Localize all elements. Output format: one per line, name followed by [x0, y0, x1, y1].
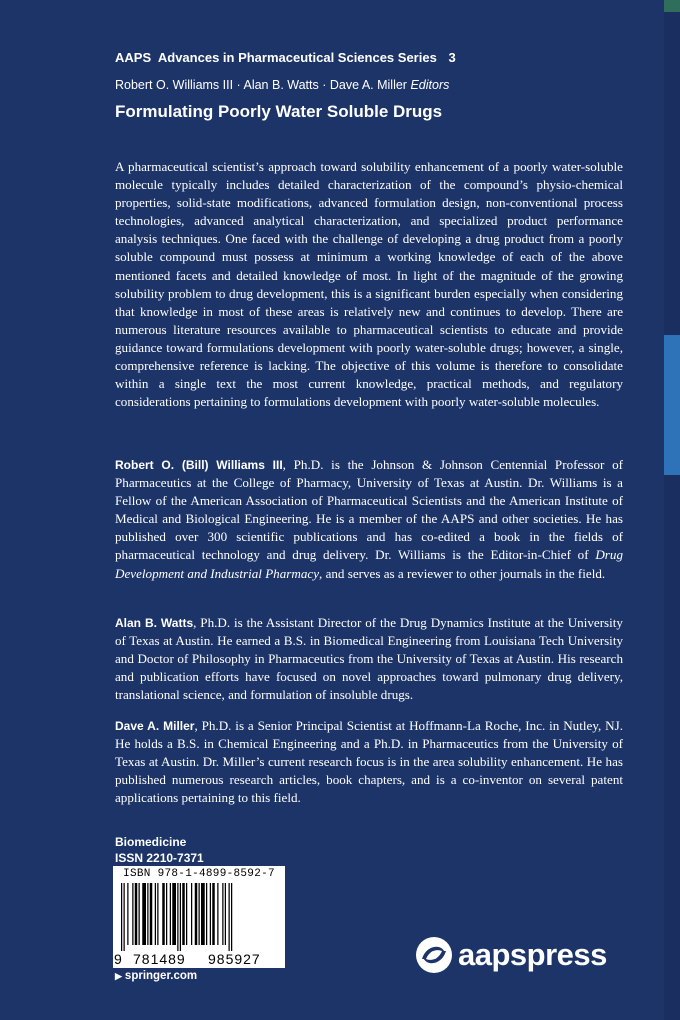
bio-williams-name: Robert O. (Bill) Williams III: [115, 458, 283, 472]
barcode-bar: [199, 883, 200, 945]
barcode-bar: [229, 883, 230, 951]
editors-line: [115, 78, 449, 92]
barcode-bar: [170, 883, 171, 945]
aaps-swirl-icon: [414, 935, 454, 975]
barcode-bar: [142, 883, 146, 945]
series-prefix: AAPS: [115, 50, 152, 65]
bio-williams: [115, 456, 623, 583]
barcode-bar: [210, 883, 211, 945]
series-line: [115, 50, 456, 65]
barcode-bar: [217, 883, 218, 945]
barcode-bar: [177, 883, 178, 951]
logo-wordmark: aapspress: [458, 937, 607, 972]
cover-header: [115, 50, 456, 121]
barcode-bar: [166, 883, 167, 945]
barcode-bar: [191, 883, 192, 945]
bio-williams-journal: Drug Development and Industrial Pharmacy: [115, 547, 623, 581]
subject-label: Biomedicine: [115, 835, 187, 849]
barcode-bar: [212, 883, 215, 945]
book-title: Formulating Poorly Water Soluble Drugs: [115, 102, 443, 121]
bio-williams-text-a: , Ph.D. is the Johnson & Johnson Centennial Professor of Pharmaceutics at the College of Pharmacy, University of Texas at Austin. Dr. Williams is a Fellow of the American Association of Pharmaceutical Scientists and the American Institute of Medical and Biological Engineering. He is a member of the AAPS and other societies. He has published over 300 scientific publications and has co-edited a book in the fields of pharmaceutical technology and drug delivery. Dr. Williams is the Editor-in-Chief of: [115, 457, 624, 563]
barcode-bar: [172, 883, 176, 945]
barcode-bar: [150, 883, 153, 945]
isbn-barcode: [113, 866, 285, 968]
barcode-digits-left: 781489: [133, 951, 186, 967]
issn-label: ISSN 2210-7371: [115, 851, 204, 865]
series-name: Advances in Pharmaceutical Sciences Series: [157, 50, 437, 65]
bio-watts-text: , Ph.D. is the Assistant Director of the Drug Dynamics Institute at the University of Texas at Austin. He earned a B.S. in Biomedical Engineering from Louisiana Tech University and Doctor of Philosophy in Pharmaceutics from the University of Texas at Austin. His research and publication efforts have focused on novel approaches toward pulmonary drug delivery, translational science, and formulation of insoluble drugs.: [115, 615, 623, 703]
barcode-bar: [139, 883, 140, 945]
bio-williams-text-b: , and serves as a reviewer to other journals in the field.: [319, 565, 606, 581]
edge-blue-mark: [664, 335, 680, 475]
bio-watts: [115, 614, 623, 704]
barcode-bar: [162, 883, 165, 945]
bio-watts-name: Alan B. Watts: [115, 616, 194, 630]
aapspress-logo: [414, 935, 614, 979]
barcode-bars: [121, 883, 277, 951]
barcode-bar: [195, 883, 198, 945]
bio-miller-text: , Ph.D. is a Senior Principal Scientist at Hoffmann-La Roche, Inc. in Nutley, NJ. He holds a B.S. in Chemical Engineering and a Ph.D. in Pharmaceutics from the University of Texas at Austin. Dr. Miller’s current research focus is in the area solubility enhancement. He has published numerous research articles, book chapters, and is a co-inventor on several patent applications pertaining to this field.: [115, 718, 623, 806]
bio-miller: [115, 717, 623, 807]
arrow-right-icon: ▶: [115, 971, 122, 981]
website-text: springer.com: [124, 970, 198, 982]
isbn-label: ISBN 978-1-4899-8592-7: [123, 868, 275, 880]
bio-miller-name: Dave A. Miller: [115, 719, 195, 733]
barcode-bar: [132, 883, 133, 945]
barcode-bar: [180, 883, 181, 951]
barcode-bar: [222, 883, 223, 945]
barcode-bar: [155, 883, 156, 945]
barcode-bar: [231, 883, 232, 951]
barcode-bar: [147, 883, 148, 945]
barcode-bar: [182, 883, 185, 945]
book-description: A pharmaceutical scientist’s approach toward solubility enhancement of a poorly water-soluble molecule typically includes detailed characterization of the compound’s physio-chemical properties, solid-state modifications, advanced formulation design, non-conventional process technologies, advanced analytical characterization, and specialized product performance analysis techniques. One faced with the challenge of developing a drug product from a poorly soluble compound must possess at minimum a working knowledge of each of the above mentioned facets and detailed knowledge of most. In light of the magnitude of the growing solubility problem to drug development, this is a significant burden especially when considering that knowledge in most of these areas is relatively new and continues to develop. There are numerous literature resources available to pharmaceutical scientists to educate and provide guidance toward formulations development with poorly water-soluble drugs; however, a single, comprehensive reference is lacking. The objective of this volume is therefore to consolidate within a single text the most current knowledge, practical methods, and regulatory considerations pertaining to formulations development with poorly water-soluble molecules.: [115, 159, 623, 410]
series-number: 3: [448, 50, 456, 65]
barcode-bar: [206, 883, 207, 945]
barcode-bar: [225, 883, 226, 945]
editor-role: Editors: [410, 78, 450, 92]
barcode-bar: [127, 883, 128, 945]
barcode-bar: [186, 883, 187, 945]
barcode-digit-first: 9: [114, 951, 123, 967]
barcode-bar: [135, 883, 138, 945]
edge-green-mark: [664, 0, 680, 12]
catalog-info: [115, 834, 204, 866]
spine-edge-strip: [664, 0, 680, 1020]
springer-link[interactable]: [115, 970, 197, 982]
barcode-digits-right: 985927: [208, 951, 261, 967]
barcode-bar: [157, 883, 158, 945]
editor-names: Robert O. Williams III · Alan B. Watts · Dave A. Miller: [115, 78, 407, 92]
barcode-bar: [124, 883, 125, 951]
barcode-bar: [201, 883, 205, 945]
barcode-bar: [121, 883, 122, 951]
